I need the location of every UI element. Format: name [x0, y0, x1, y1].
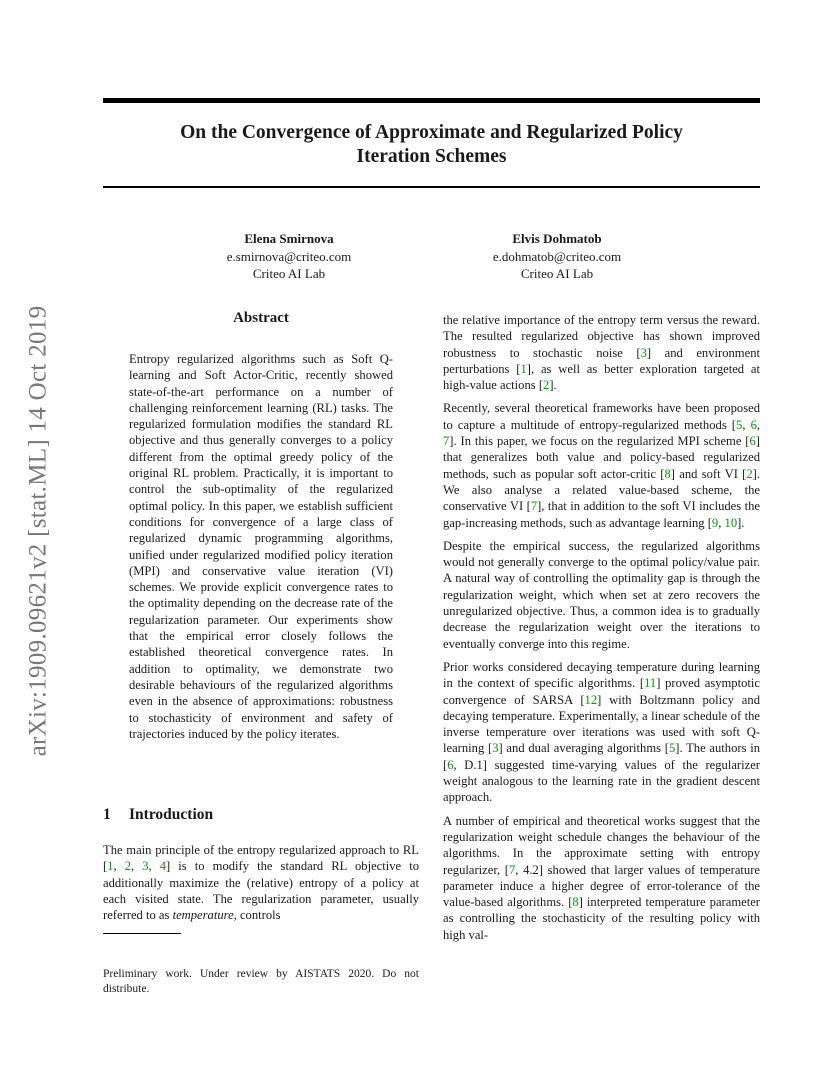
paper-title: [103, 121, 760, 169]
footnote: Preliminary work. Under review by AISTATS 2020. Do not distribute.: [103, 968, 419, 995]
citation-link[interactable]: 3: [492, 741, 499, 756]
title-bottom-rule: [103, 186, 760, 188]
right-column: [443, 312, 760, 950]
text-run: , 4.2] showed that larger values of temperature parameter induce a higher degree of error-tolerance of the value-based algorithms. [: [443, 862, 760, 910]
author-email: e.smirnova@criteo.com: [226, 248, 352, 264]
text-run: , controls: [233, 908, 281, 923]
text-run: ] interpreted temperature parameter as controlling the stochasticity of the resulting policy with high val-: [443, 895, 760, 942]
paragraph: [443, 659, 760, 806]
text-run: ] and environment perturbations [: [443, 345, 760, 376]
citation-link[interactable]: 10: [724, 515, 738, 530]
text-run: The main principle of the entropy regularized approach to RL [: [103, 843, 419, 874]
section-number: 1: [103, 806, 111, 823]
emphasis-term: temperature: [172, 908, 234, 923]
citation-link[interactable]: 8: [572, 895, 579, 910]
author-affiliation: Criteo AI Lab: [252, 266, 326, 281]
arxiv-identifier: arXiv:1909.09621v2 [stat.ML] 14 Oct 2019: [24, 305, 51, 756]
author-name: Elena Smirnova: [244, 231, 334, 246]
text-run: Prior works considered decaying temperature during learning in the context of specific algorithms. [: [443, 659, 760, 691]
text-run: ] and dual averaging algorithms [: [498, 741, 669, 756]
author-affiliation: Criteo AI Lab: [520, 266, 594, 281]
text-run: , D.1] suggested time-varying values of the regularizer weight analogous to the learning rate in the gradient descent approach.: [443, 757, 760, 805]
citation-link[interactable]: 6: [750, 417, 757, 432]
text-run: ], that in addition to the soft VI includes the gap-increasing methods, such as advantage learning [: [443, 499, 760, 530]
abstract-heading: Abstract: [233, 310, 289, 326]
citation-link[interactable]: 7: [509, 862, 516, 877]
title-line-2: Iteration Schemes: [356, 146, 507, 167]
abstract-text: Entropy regularized algorithms such as Soft Q-learning and Soft Actor-Critic, recently showed state-of-the-art performance on a number of challenging reinforcement learning (RL) tasks. The regularized formulation modifies the standard RL objective and thus generally converges to a policy different from the optimal greedy policy of the original RL problem. Practically, it is important to control the sub-optimality of the regularized optimal policy. In this paper, we establish sufficient conditions for convergence of a large class of regularized dynamic programming algorithms, unified under regularized modified policy iteration (MPI) and conservative value iteration (VI) schemes. We provide explicit convergence rates to the optimality depending on the decrease rate of the regularization parameter. Our experiments show that the empirical error closely follows the established theoretical convergence rates. In addition to optimality, we demonstrate two desirable behaviours of the regularized algorithms even in the absence of approximations: robustness to stochasticity of environment and safety of trajectories induced by the policy iterates.: [129, 352, 393, 741]
text-run: ].: [737, 515, 745, 530]
author-name: Elvis Dohmatob: [512, 231, 602, 246]
footnote-rule: [103, 933, 181, 934]
text-run: ] with Boltzmann policy and decaying temperature. Experimentally, a linear schedule of the inverse temperature over iterations was used with soft Q-learning [: [443, 692, 760, 756]
text-run: Recently, several theoretical frameworks have been proposed to capture a multitude of entropy-regularized methods [: [443, 401, 760, 432]
citation-link[interactable]: 3: [142, 859, 149, 874]
text-run: ]. The authors in [: [443, 741, 761, 772]
intro-paragraph: The main principle of the entropy regularized approach to RL [1, 2, 3, 4] is to modify the standard RL objective to additionally maximize the (relative) entropy of a policy at each visited state. The regularization parameter, usually referred to as temperature, controls: [103, 843, 419, 923]
arxiv-sidebar-stamp: [18, 283, 58, 778]
paragraph: [443, 312, 760, 393]
text-run: ] proved asymptotic convergence of SARSA [: [443, 676, 760, 707]
text-run: ]. In this paper, we focus on the regularized MPI scheme [: [449, 434, 750, 449]
citation-link[interactable]: 12: [584, 692, 598, 707]
author-email: e.dohmatob@criteo.com: [492, 248, 622, 264]
author-block-1: [169, 230, 409, 283]
paragraph: [443, 813, 760, 943]
text-run: the relative importance of the entropy term versus the reward. The resulted regularized objective has shown improved robustness to stochastic noise [: [443, 313, 760, 360]
citation-link[interactable]: 4: [159, 859, 167, 874]
citation-link[interactable]: 11: [644, 676, 657, 691]
citation-link[interactable]: 8: [664, 466, 671, 481]
citation-link[interactable]: 7: [443, 434, 450, 449]
citation-link[interactable]: 2: [543, 378, 550, 393]
citation-link[interactable]: 1: [520, 361, 527, 376]
text-run: ], as well as better exploration targeted at high-value actions [: [443, 361, 761, 393]
citation-link[interactable]: 5: [668, 741, 676, 756]
citation-link[interactable]: 9: [711, 515, 719, 530]
section-title: Introduction: [129, 806, 214, 823]
author-block-2: [437, 230, 677, 283]
title-top-rule: [103, 98, 760, 103]
title-line-1: On the Convergence of Approximate and Regularized Policy: [180, 122, 683, 143]
paragraph: Recently, several theoretical frameworks have been proposed to capture a multitude of entropy-regularized methods [5, 6, 7]. In this paper, we focus on the regularized MPI scheme [6] that generalizes both value and policy-based regularized methods, such as popular soft actor-critic [8] and soft VI [2]. We also analyse a related value-based scheme, the conservative VI [7], that in addition to the soft VI includes the gap-increasing methods, such as advantage learning [9, 10].: [443, 401, 761, 530]
text-run: ] that generalizes both value and policy-based regularized methods, such as popular soft actor-critic [: [443, 434, 760, 481]
citation-link[interactable]: 3: [640, 345, 647, 360]
citation-link[interactable]: 6: [447, 757, 454, 772]
text-run: ]. We also analyse a related value-based scheme, the conservative VI [: [443, 466, 760, 514]
citation-link[interactable]: 2: [746, 466, 753, 481]
citation-link[interactable]: 6: [749, 434, 756, 449]
text-run: ].: [549, 378, 557, 393]
text-run: A number of empirical and theoretical works suggest that the regularization weight schedule changes the behaviour of the algorithms. In the approximate setting with entropy regularizer, [: [443, 813, 760, 877]
citation-link[interactable]: 2: [124, 859, 132, 874]
text-run: ] and soft VI [: [670, 466, 747, 481]
citation-link[interactable]: 1: [107, 859, 114, 874]
section-heading: [103, 806, 213, 824]
citation-link[interactable]: 5: [736, 417, 743, 432]
citation-link[interactable]: 7: [530, 499, 538, 514]
text-run: ] is to modify the standard RL objective to additionally maximize the (relative) entropy of a policy at each visited state. The regularization parameter, usually referred to as: [103, 859, 419, 923]
paragraph: Despite the empirical success, the regularized algorithms would not generally converge to the optimal policy/value pair. A natural way of controlling the optimality gap is through the regularization weight, which when set at zero recovers the unregularized objective. Thus, a common idea is to gradually decrease the regularization weight over the iterations to eventually converge into this regime.: [443, 538, 760, 651]
